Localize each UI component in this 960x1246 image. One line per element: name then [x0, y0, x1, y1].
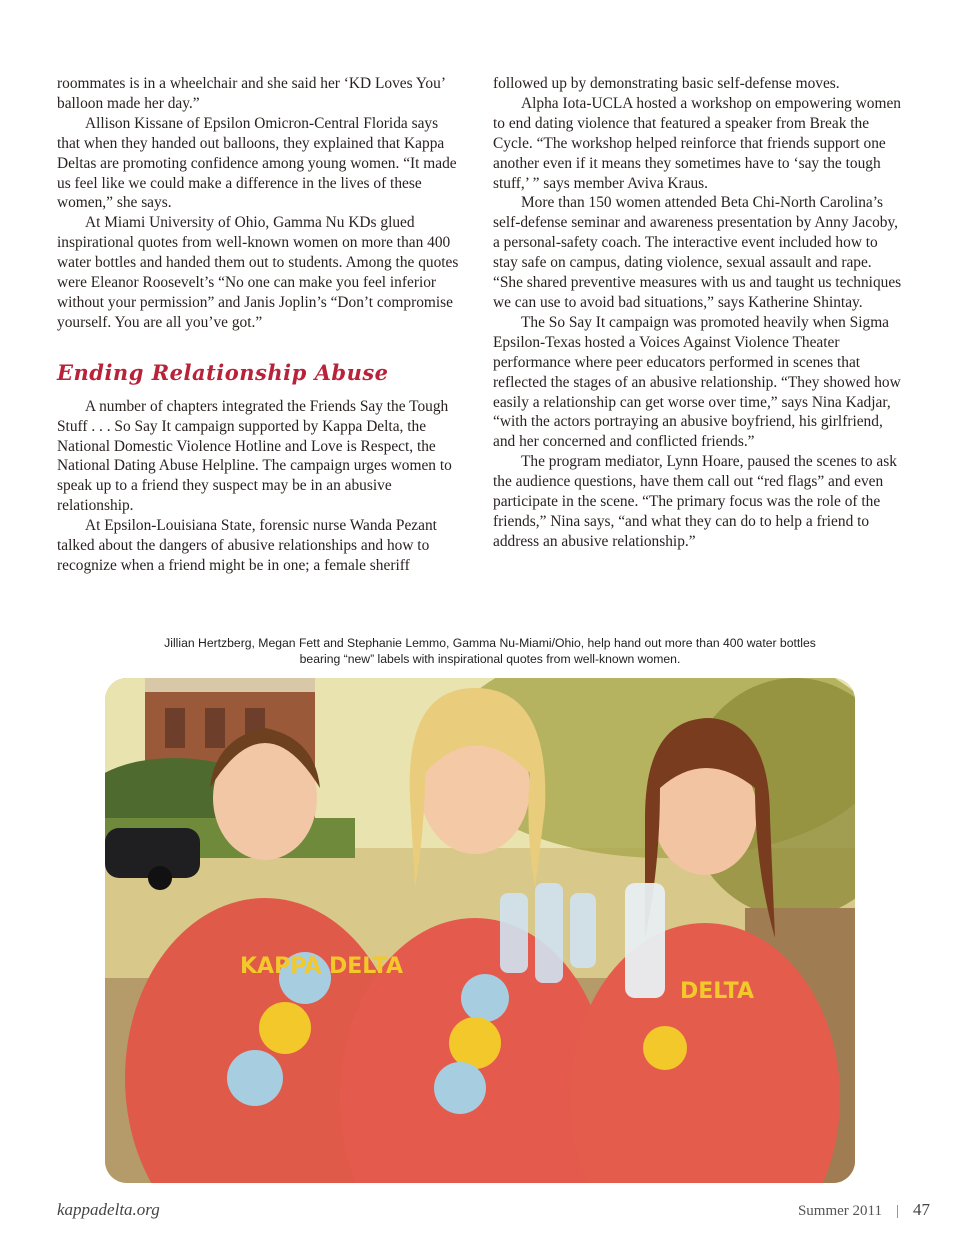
paragraph: The So Say It campaign was promoted heavily when Sigma Epsilon-Texas hosted a Voices Against Violence Theater performance where peer educators performed in scenes that reflected the stages of an abusive relationship. “They showed how easily a relationship can get worse over time,” says Nina Kadjar, “with the actors portraying an abusive boyfriend, his girlfriend, and her concerned and conflicted friends.” [493, 313, 901, 451]
paragraph: Alpha Iota-UCLA hosted a workshop on empowering women to end dating violence that featured a speaker from Break the Cycle. “The workshop helped reinforce that friends support one another even if it means they sometimes have to ‘say the tough stuff,’ ” says member Aviva Kraus. [493, 94, 901, 192]
paragraph: roommates is in a wheelchair and she said her ‘KD Loves You’ balloon made her day.” [57, 75, 445, 112]
issue-date: Summer 2011 [797, 1203, 882, 1219]
paragraph: At Epsilon-Louisiana State, forensic nurse Wanda Pezant talked about the dangers of abusive relationships and how to recognize when a friend might be in one; a female sheriff [57, 517, 437, 574]
footer-page-info [798, 1200, 930, 1220]
paragraph: The program mediator, Lynn Hoare, paused the scenes to ask the audience questions, have them call out “red flags” and even participate in the scene. “The primary focus was the role of the friends,” Nina says, “and what they can do to help a friend to address an abusive relationship.” [493, 453, 897, 550]
separator: | [895, 1203, 899, 1219]
section-heading: Ending Relationship Abuse [57, 359, 389, 385]
paragraph: More than 150 women attended Beta Chi-North Carolina’s self-defense seminar and awareness presentation by Anny Jacoby, a personal-safety coach. The interactive event included how to stay safe on campus, dating violence, sexual assault and rape. “She shared preventive measures with us and taught us techniques we can use to avoid bad situations,” says Katherine Shintay. [493, 194, 902, 311]
right-column [493, 74, 905, 552]
paragraph: At Miami University of Ohio, Gamma Nu KDs glued inspirational quotes from well-known women on more than 400 water bottles and handed them out to students. Among the quotes were Eleanor Roosevelt’s “No one can make you feel inferior without your permission” and Janis Joplin’s “Don’t compromise yourself. You are all you’ve got.” [57, 214, 459, 331]
paragraph: Allison Kissane of Epsilon Omicron-Central Florida says that when they handed out balloons, they explained that Kappa Deltas are promoting confidence among young women. “It made us feel like we could make a difference in the lives of these women,” she says. [57, 114, 457, 212]
shirt-text: KAPPA DELTA [240, 954, 403, 979]
paragraph: A number of chapters integrated the Friends Say the Tough Stuff . . . So Say It campaign supported by Kappa Delta, the National Domestic Violence Hotline and Love is Respect, the National Dating Abuse Helpline. The campaign urges women to speak up to a friend they suspect may be in an abusive relationship. [57, 397, 452, 515]
page-number: 47 [913, 1200, 930, 1219]
shirt-text: DELTA [680, 979, 754, 1004]
footer-site: kappadelta.org [57, 1200, 160, 1219]
photo [105, 678, 855, 1183]
photo-illustration [105, 678, 855, 1183]
paragraph: followed up by demonstrating basic self-defense moves. [493, 75, 840, 92]
left-column [57, 74, 460, 576]
photo-caption: Jillian Hertzberg, Megan Fett and Stephanie Lemmo, Gamma Nu-Miami/Ohio, help hand out more than 400 water bottles bearing “new” labels with inspirational quotes from well-known women. [164, 636, 816, 666]
